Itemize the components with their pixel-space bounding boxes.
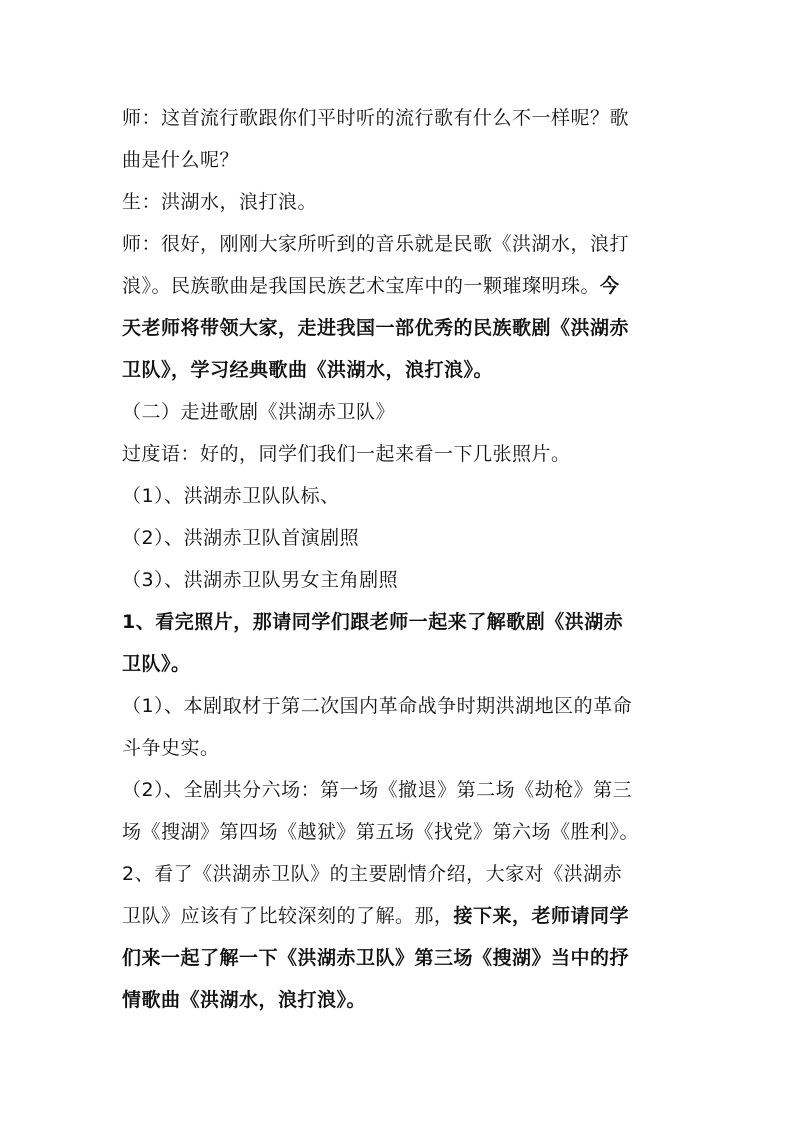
text-line: 2、看了《洪湖赤卫队》的主要剧情介绍，大家对《洪湖赤 <box>122 863 623 885</box>
text-line: 们来一起了解一下《洪湖赤卫队》第三场《搜湖》当中的抒 <box>122 947 630 969</box>
text-line: 情歌曲《洪湖水，浪打浪》。 <box>122 989 367 1011</box>
list-item: 斗争史实。 <box>122 737 220 759</box>
section-heading: （二）走进歌剧《洪湖赤卫队》 <box>122 401 396 423</box>
text-line: 卫队》，学习经典歌曲《洪湖水，浪打浪》。 <box>122 359 494 381</box>
text-line: 过度语：好的，同学们我们一起来看一下几张照片。 <box>122 443 571 465</box>
list-item: （1）、洪湖赤卫队队标、 <box>122 485 340 507</box>
list-item: （2）、全剧共分六场：第一场《撤退》第二场《劫枪》第三 <box>122 779 633 801</box>
text-line: 天老师将带领大家，走进我国一部优秀的民族歌剧《洪湖赤 <box>122 317 630 339</box>
text-line: 1、看完照片，那请同学们跟老师一起来了解歌剧《洪湖赤 <box>122 611 624 633</box>
list-item: （1）、本剧取材于第二次国内革命战争时期洪湖地区的革命 <box>122 695 633 717</box>
list-item: （2）、洪湖赤卫队首演剧照 <box>122 527 360 549</box>
text-line: 浪》。民族歌曲是我国民族艺术宝库中的一颗璀璨明珠。今 <box>122 275 620 297</box>
list-item: （3）、洪湖赤卫队男女主角剧照 <box>122 569 399 591</box>
list-item: 场《搜湖》第四场《越狱》第五场《找党》第六场《胜利》。 <box>122 821 640 843</box>
text-line: 曲是什么呢？ <box>122 149 240 171</box>
text-line: 生：洪湖水，浪打浪。 <box>122 191 318 213</box>
text-line: 卫队》。 <box>122 653 191 675</box>
text-line: 卫队》应该有了比较深刻的了解。那，接下来，老师请同学 <box>122 905 630 927</box>
text-line: 师：很好，刚刚大家所听到的音乐就是民歌《洪湖水，浪打 <box>122 233 630 255</box>
text-line: 师：这首流行歌跟你们平时听的流行歌有什么不一样呢？歌 <box>122 107 630 129</box>
document-body <box>122 102 682 1026</box>
